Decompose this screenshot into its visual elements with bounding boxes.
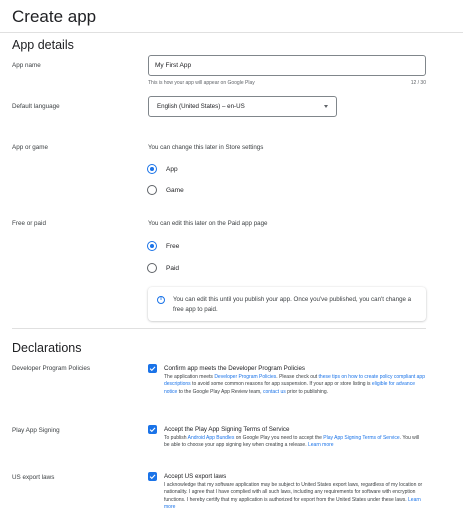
declaration-title: Confirm app meets the Developer Program Policies (164, 365, 305, 372)
app-name-input[interactable] (148, 55, 426, 76)
info-icon: i (157, 296, 165, 304)
radio-label: App (166, 165, 178, 173)
declaration-body (164, 435, 426, 450)
radio-button-selected[interactable] (147, 164, 157, 174)
radio-button[interactable] (147, 185, 157, 195)
declaration-label-export: US export laws (12, 474, 55, 481)
check-icon (149, 473, 156, 480)
radio-option-paid[interactable] (147, 263, 179, 273)
radio-label: Free (166, 242, 180, 250)
inline-link[interactable]: contact us (262, 388, 286, 395)
inline-link[interactable]: Developer Program Policies (214, 374, 277, 380)
default-language-label: Default language (12, 103, 60, 110)
app-name-value: My First App (155, 62, 192, 69)
header-divider (0, 32, 463, 33)
declaration-label-app-signing: Play App Signing (12, 427, 60, 434)
body-text: To publish (164, 435, 188, 441)
radio-label: Paid (166, 264, 180, 272)
app-signing-checkbox[interactable] (148, 425, 157, 434)
body-text: on Google Play you need to accept the (234, 435, 324, 441)
declaration-body (164, 374, 426, 396)
radio-button-selected[interactable] (147, 241, 157, 251)
declaration-label-policies: Developer Program Policies (12, 365, 91, 372)
inline-link[interactable]: Learn more (164, 496, 421, 511)
declaration-title: Accept the Play App Signing Terms of Service (164, 426, 290, 433)
inline-link[interactable]: Learn more (307, 442, 334, 449)
check-icon (149, 426, 156, 433)
app-or-game-helper: You can change this later in Store settings (148, 144, 264, 151)
radio-label: Game (166, 186, 184, 194)
body-text: I acknowledge that my software application may be subject to United States export laws, regardless of my location or nationality. I agree that I have complied with all such laws, including any requirements for software with encryption functions. I hereby certify that my application is authorized for export from the United States under these laws. (164, 482, 423, 503)
body-text: prior to publishing. (285, 388, 328, 395)
app-or-game-label: App or game (12, 144, 49, 151)
body-text: to avoid some common reasons for app suspension. If your app or store listing is (190, 381, 372, 388)
section-title-app-details: App details (12, 38, 74, 52)
default-language-select[interactable] (148, 96, 337, 117)
body-text: to the Google Play App Review team, (177, 388, 263, 395)
check-icon (149, 365, 156, 372)
app-name-hint: This is how your app will appear on Google Play (148, 80, 255, 86)
body-text: The application meets (164, 374, 215, 380)
inline-link[interactable]: these tips on how to create policy compliant app descriptions (164, 374, 425, 388)
inline-link[interactable]: Play App Signing Terms of Service (323, 435, 400, 441)
info-banner (148, 287, 426, 321)
export-laws-checkbox[interactable] (148, 472, 157, 481)
declaration-policies (164, 365, 426, 396)
body-text: . Please check out (276, 374, 319, 380)
section-divider (12, 328, 426, 329)
declaration-title: Accept US export laws (164, 473, 227, 480)
body-text: . You will be able to choose your app signing key when creating a release. (164, 435, 420, 449)
free-or-paid-helper: You can edit this later on the Paid app page (148, 220, 268, 227)
declaration-app-signing (164, 426, 426, 450)
app-name-label: App name (12, 62, 41, 69)
free-or-paid-label: Free or paid (12, 220, 46, 227)
radio-option-app[interactable] (147, 164, 178, 174)
section-title-declarations: Declarations (12, 341, 82, 355)
policies-checkbox[interactable] (148, 364, 157, 373)
default-language-value: English (United States) – en-US (157, 103, 245, 110)
declaration-export-laws (164, 473, 426, 512)
page-title: Create app (12, 7, 97, 26)
declaration-body (164, 482, 426, 512)
radio-button[interactable] (147, 263, 157, 273)
app-name-counter: 12 / 30 (410, 80, 426, 86)
inline-link[interactable]: Android App Bundles (187, 435, 235, 441)
info-banner-text: You can edit this until you publish your app. Once you've published, you can't change a free app to paid. (173, 296, 412, 313)
chevron-down-icon (324, 105, 328, 108)
radio-option-game[interactable] (147, 185, 184, 195)
inline-link[interactable]: eligible for advance notice (164, 381, 415, 395)
radio-option-free[interactable] (147, 241, 179, 251)
